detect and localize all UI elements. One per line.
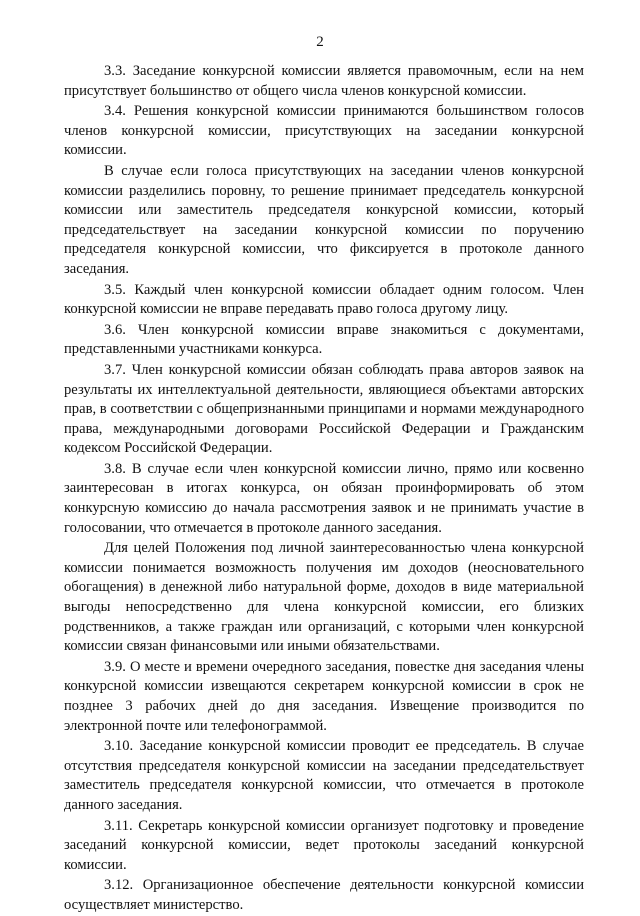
paragraph-3-10: 3.10. Заседание конкурсной комиссии проводит ее председатель. В случае отсутствия председателя конкурсной комиссии на заседании председательствует заместитель председателя конкурсной комиссии, что отмечается в протоколе данного заседания.	[64, 738, 584, 813]
paragraph-tie-vote: В случае если голоса присутствующих на заседании членов конкурсной комиссии разделились поровну, то решение принимает председатель конкурсной комиссии или заместитель председателя конкурсной комиссии, который председательствует на заседании конкурсной комиссии по поручению председателя конкурсной комиссии, что фиксируется в протоколе данного заседания.	[64, 162, 584, 277]
paragraph-3-6: 3.6. Член конкурсной комиссии вправе знакомиться с документами, представленными участниками конкурса.	[64, 321, 584, 358]
paragraph-3-3: 3.3. Заседание конкурсной комиссии является правомочным, если на нем присутствует большинство от общего числа членов конкурсной комиссии.	[64, 63, 584, 99]
paragraph-3-8: 3.8. В случае если член конкурсной комиссии лично, прямо или косвенно заинтересован в итогах конкурса, он обязан проинформировать об этом конкурсную комиссию до начала рассмотрения заявок и не принимать участие в голосовании, что отмечается в протоколе данного заседания.	[64, 460, 584, 536]
paragraph-personal-interest: Для целей Положения под личной заинтересованностью члена конкурсной комиссии понимается возможность получения им доходов (неосновательного обогащения) в денежной либо натуральной форме, доходов в виде материальной выгоды непосредственно для члена конкурсной комиссии, его близких родственников, а также граждан или организаций, с которыми член конкурсной комиссии связан финансовыми или иными обязательствами.	[64, 540, 584, 655]
page-number: 2	[316, 34, 324, 50]
paragraph-3-7: 3.7. Член конкурсной комиссии обязан соблюдать права авторов заявок на результаты их интеллектуальной деятельности, являющиеся объектами авторских прав, в соответствии с общепризнанными принципами и нормами международного права, международными договорами Российской Федерации и Гражданским кодексом Российской Федерации.	[64, 361, 584, 457]
paragraph-3-12: 3.12. Организационное обеспечение деятельности конкурсной комиссии осуществляет министерство.	[64, 877, 584, 913]
paragraph-3-11: 3.11. Секретарь конкурсной комиссии организует подготовку и проведение заседаний конкурсной комиссии, ведет протоколы заседаний конкурсной комиссии.	[64, 817, 584, 873]
document-body	[64, 62, 584, 916]
paragraph-3-9: 3.9. О месте и времени очередного заседания, повестке дня заседания члены конкурсной комиссии извещаются секретарем конкурсной комиссии в срок не позднее 3 рабочих дней до дня заседания. Извещение производится по электронной почте или телефонограммой.	[64, 658, 584, 734]
paragraph-3-4: 3.4. Решения конкурсной комиссии принимаются большинством голосов членов конкурсной комиссии, присутствующих на заседании конкурсной комиссии.	[64, 103, 584, 159]
paragraph-3-5: 3.5. Каждый член конкурсной комиссии обладает одним голосом. Член конкурсной комиссии не вправе передавать право голоса другому лицу.	[64, 281, 584, 318]
